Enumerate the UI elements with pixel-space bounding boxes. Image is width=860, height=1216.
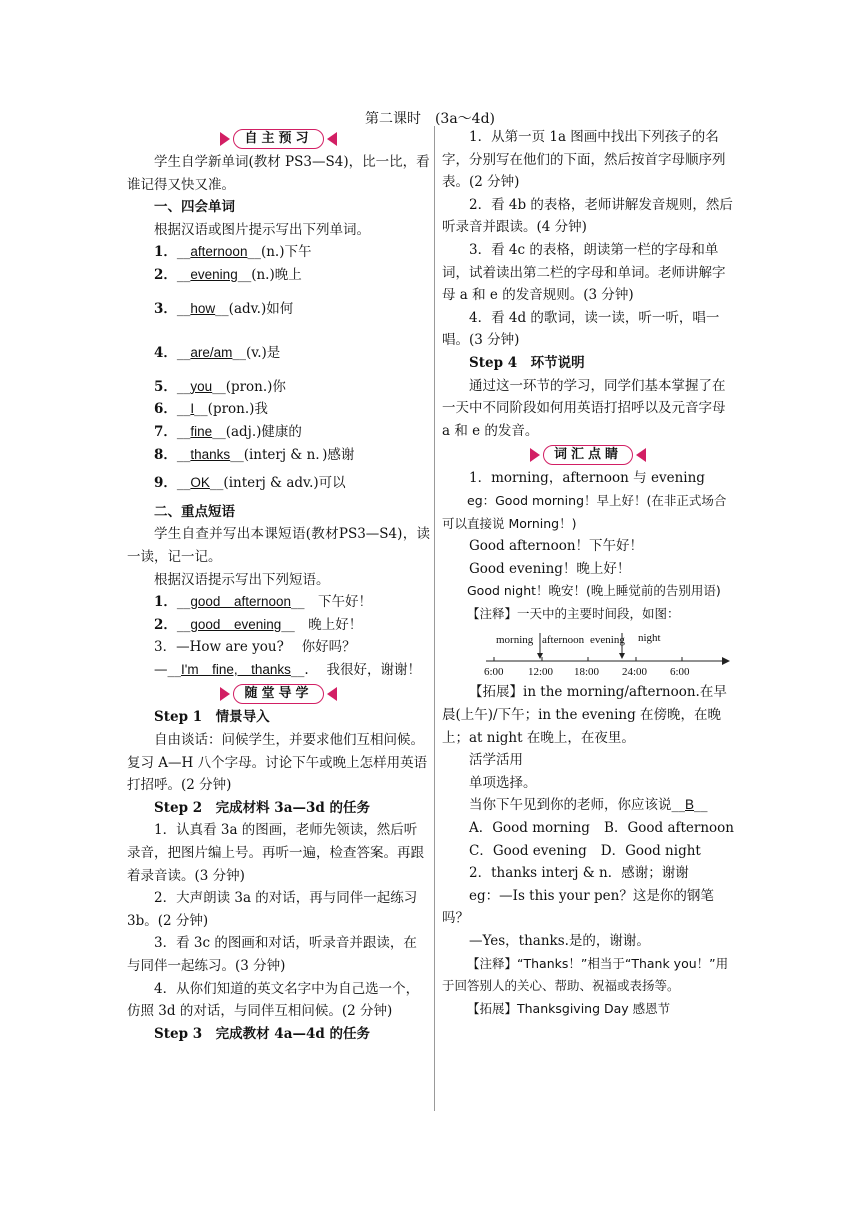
example-line: Good evening！晚上好！: [469, 560, 631, 577]
step-item: 3．看 4c 的表格，朗读第一栏的字母和单词，试着读出第二栏的字母和单词。老师讲解字母 a 和 e 的发音规则。(3 分钟): [442, 241, 726, 304]
paragraph: 自由谈话：问候学生，并要求他们互相问候。复习 A—H 八个字母。讨论下午或晚上怎样用英语打招呼。(2 分钟): [127, 732, 428, 794]
period-label: night: [638, 632, 661, 645]
word-item: 2．__evening__(n.)晚上: [154, 266, 302, 283]
options-row: [442, 817, 734, 840]
instruction: 根据汉语提示写出下列短语。: [154, 571, 330, 588]
column-divider: [434, 126, 435, 1111]
word-item: 6．__I__(pron.)我: [154, 401, 268, 418]
arrow-left-icon: [327, 132, 337, 146]
step-heading: Step 1 情景导入: [154, 709, 270, 726]
tick-label: 6:00: [484, 666, 504, 678]
phrase-item: 2．__good evening__ 晚上好！: [154, 616, 363, 633]
example-line: Good afternoon！下午好！: [469, 538, 644, 555]
step-heading: Step 2 完成材料 3a—3d 的任务: [154, 799, 370, 816]
word-item: 4．__are/am__(v.)是: [154, 345, 281, 362]
note: 【注释】一天中的主要时间段，如图：: [467, 605, 680, 621]
word-item: 8．__thanks__(interj & n．)感谢: [154, 446, 355, 463]
timeline-svg: [442, 627, 734, 677]
arrow-right-icon: [220, 687, 230, 701]
word-list: [127, 241, 430, 494]
section-heading: 一、四会单词: [154, 199, 235, 216]
note: 【注释】“Thanks！”相当于“Thank you！”用于回答别人的关心、帮助、祝福或表扬等。: [442, 955, 729, 994]
banner-vocab: 词汇点睛: [442, 442, 734, 467]
question: 当你下午见到你的老师，你应该说__B__: [469, 797, 708, 814]
tick-label: 24:00: [622, 666, 648, 678]
step-item: 4．看 4d 的歌词，读一读，听一听，唱一唱。(3 分钟): [442, 309, 720, 349]
tick-label: 18:00: [574, 666, 600, 678]
option: B．Good afternoon: [604, 820, 734, 837]
option: C．Good evening: [469, 842, 587, 859]
step-heading: Step 3 完成教材 4a—4d 的任务: [154, 1025, 370, 1042]
arrow-right-icon: [530, 448, 540, 462]
step-item: 3．看 3c 的图画和对话，听录音并跟读，在与同伴一起练习。(3 分钟): [127, 935, 417, 974]
phrase-item: 3．—How are you? 你好吗？: [154, 639, 356, 656]
word-item: 1．__afternoon__(n.)下午: [154, 244, 312, 261]
banner-class: 随堂导学: [127, 681, 430, 706]
options-row: [442, 840, 734, 863]
phrase-answer: —__I'm fine, thanks__. 我很好，谢谢！: [154, 661, 421, 678]
banner-preview: 自主预习: [127, 126, 430, 151]
word-item: 5．__you__(pron.)你: [154, 378, 286, 395]
option: D．Good night: [600, 842, 701, 859]
option: A．Good morning: [469, 820, 590, 837]
example-line: Good night！晚安！(晚上睡觉前的告别用语): [467, 583, 721, 599]
right-column: [442, 126, 734, 1020]
paragraph: 学生自查并写出本课短语(教材PS3—S4)，读一读，记一记。: [127, 526, 430, 565]
arrow-left-icon: [636, 448, 646, 462]
word-item: 3．__how__(adv.)如何: [154, 300, 294, 317]
extension: 【拓展】Thanksgiving Day 感恩节: [467, 1000, 671, 1016]
left-column: [127, 126, 430, 1045]
word-item: 7．__fine__(adj.)健康的: [154, 423, 302, 440]
step-item: 2．看 4b 的表格，老师讲解发音规则，然后听录音并跟读。(4 分钟): [442, 196, 733, 236]
instruction: 根据汉语或图片提示写出下列单词。: [154, 221, 370, 238]
arrow-right-icon: [220, 132, 230, 146]
step-item: 2．大声朗读 3a 的对话，再与同伴一起练习 3b。(2 分钟): [127, 890, 418, 929]
period-label: afternoon: [542, 634, 585, 647]
word-item: 9．__OK__(interj & adv.)可以: [154, 475, 346, 492]
practice-heading: 活学活用: [469, 752, 523, 769]
example-line: —Yes，thanks.是的，谢谢。: [469, 933, 650, 949]
paragraph: 通过这一环节的学习，同学们基本掌握了在一天中不同阶段如何用英语打招呼以及元音字母 a 和 e 的发音。: [442, 377, 726, 439]
vocab-heading: 1．morning，afternoon 与 evening: [469, 470, 705, 487]
practice-type: 单项选择。: [469, 774, 537, 791]
example: eg：Good morning！早上好！(在非正式场合可以直接说 Morning！): [442, 492, 727, 531]
extension: 【拓展】in the morning/afternoon.在早晨(上午)/下午；in the evening 在傍晚，在晚上；at night 在晚上，在夜里。: [442, 684, 727, 746]
section-heading: 二、重点短语: [154, 503, 235, 520]
tick-label: 6:00: [670, 666, 690, 678]
arrow-left-icon: [327, 687, 337, 701]
step-item: 4．从你们知道的英文名字中为自己选一个，仿照 3d 的对话，与同伴互相问候。(2 分钟): [127, 980, 420, 1020]
period-label: morning: [496, 634, 534, 647]
step-heading: Step 4 环节说明: [469, 354, 585, 371]
page-title: 第二课时 (3a～4d): [364, 111, 496, 127]
time-of-day-diagram: [442, 627, 734, 677]
period-label: evening: [590, 634, 625, 647]
example: eg：—Is this your pen？这是你的钢笔吗？: [442, 887, 714, 927]
step-item: 1．从第一页 1a 图画中找出下列孩子的名字，分别写在他们的下面，然后按首字母顺序列表。(2 分钟): [442, 129, 726, 191]
step-item: 1．认真看 3a 的图画，老师先领读，然后听录音，把图片编上号。再听一遍，检查答案。再跟着录音读。(3 分钟): [127, 822, 424, 884]
intro-text: 学生自学新单词(教材 PS3—S4)，比一比，看谁记得又快又准。: [127, 154, 430, 193]
vocab-heading: 2．thanks interj & n．感谢；谢谢: [469, 865, 689, 882]
tick-label: 12:00: [528, 666, 554, 678]
phrase-item: 1．__good afternoon__ 下午好！: [154, 594, 372, 611]
